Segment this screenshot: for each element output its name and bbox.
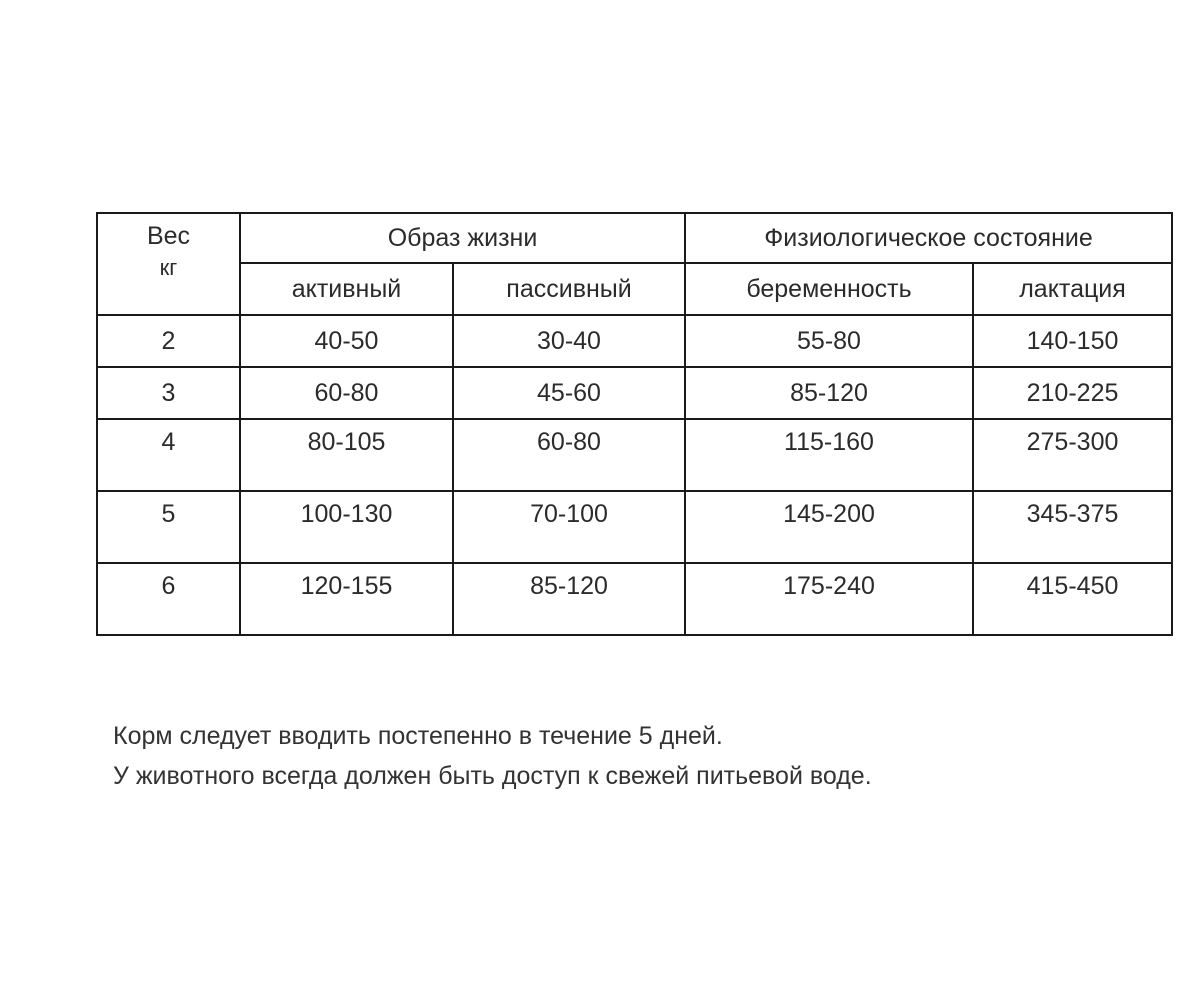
physiological-group-header: Физиологическое состояние bbox=[685, 213, 1172, 263]
lifestyle-group-header: Образ жизни bbox=[240, 213, 685, 263]
table-row bbox=[97, 563, 1172, 635]
active-cell: 120-155 bbox=[240, 563, 453, 635]
weight-cell: 3 bbox=[97, 367, 240, 419]
lactation-cell: 210-225 bbox=[973, 367, 1172, 419]
lactation-cell: 345-375 bbox=[973, 491, 1172, 563]
pregnancy-header: беременность bbox=[685, 263, 973, 315]
passive-cell: 60-80 bbox=[453, 419, 685, 491]
weight-cell: 4 bbox=[97, 419, 240, 491]
note-line-2: У животного всегда должен быть доступ к свежей питьевой воде. bbox=[113, 762, 872, 790]
pregnancy-cell: 145-200 bbox=[685, 491, 973, 563]
weight-header bbox=[97, 213, 240, 315]
active-header: активный bbox=[240, 263, 453, 315]
passive-cell: 30-40 bbox=[453, 315, 685, 367]
pregnancy-cell: 55-80 bbox=[685, 315, 973, 367]
active-cell: 60-80 bbox=[240, 367, 453, 419]
table-row bbox=[97, 491, 1172, 563]
feeding-notes bbox=[113, 716, 872, 796]
pregnancy-cell: 85-120 bbox=[685, 367, 973, 419]
table-subheader-row bbox=[97, 263, 1172, 315]
pregnancy-cell: 115-160 bbox=[685, 419, 973, 491]
weight-unit: кг bbox=[159, 254, 178, 280]
lactation-cell: 415-450 bbox=[973, 563, 1172, 635]
lactation-cell: 275-300 bbox=[973, 419, 1172, 491]
pregnancy-cell: 175-240 bbox=[685, 563, 973, 635]
table-header-row bbox=[97, 213, 1172, 263]
weight-cell: 6 bbox=[97, 563, 240, 635]
feeding-table bbox=[96, 212, 1173, 636]
passive-cell: 45-60 bbox=[453, 367, 685, 419]
lactation-header: лактация bbox=[973, 263, 1172, 315]
note-line-1: Корм следует вводить постепенно в течение 5 дней. bbox=[113, 722, 723, 750]
weight-cell: 2 bbox=[97, 315, 240, 367]
table-row bbox=[97, 367, 1172, 419]
active-cell: 80-105 bbox=[240, 419, 453, 491]
weight-label: Вес bbox=[146, 222, 191, 250]
active-cell: 100-130 bbox=[240, 491, 453, 563]
weight-cell: 5 bbox=[97, 491, 240, 563]
active-cell: 40-50 bbox=[240, 315, 453, 367]
passive-cell: 85-120 bbox=[453, 563, 685, 635]
passive-header: пассивный bbox=[453, 263, 685, 315]
table-row bbox=[97, 419, 1172, 491]
table-row bbox=[97, 315, 1172, 367]
passive-cell: 70-100 bbox=[453, 491, 685, 563]
lactation-cell: 140-150 bbox=[973, 315, 1172, 367]
